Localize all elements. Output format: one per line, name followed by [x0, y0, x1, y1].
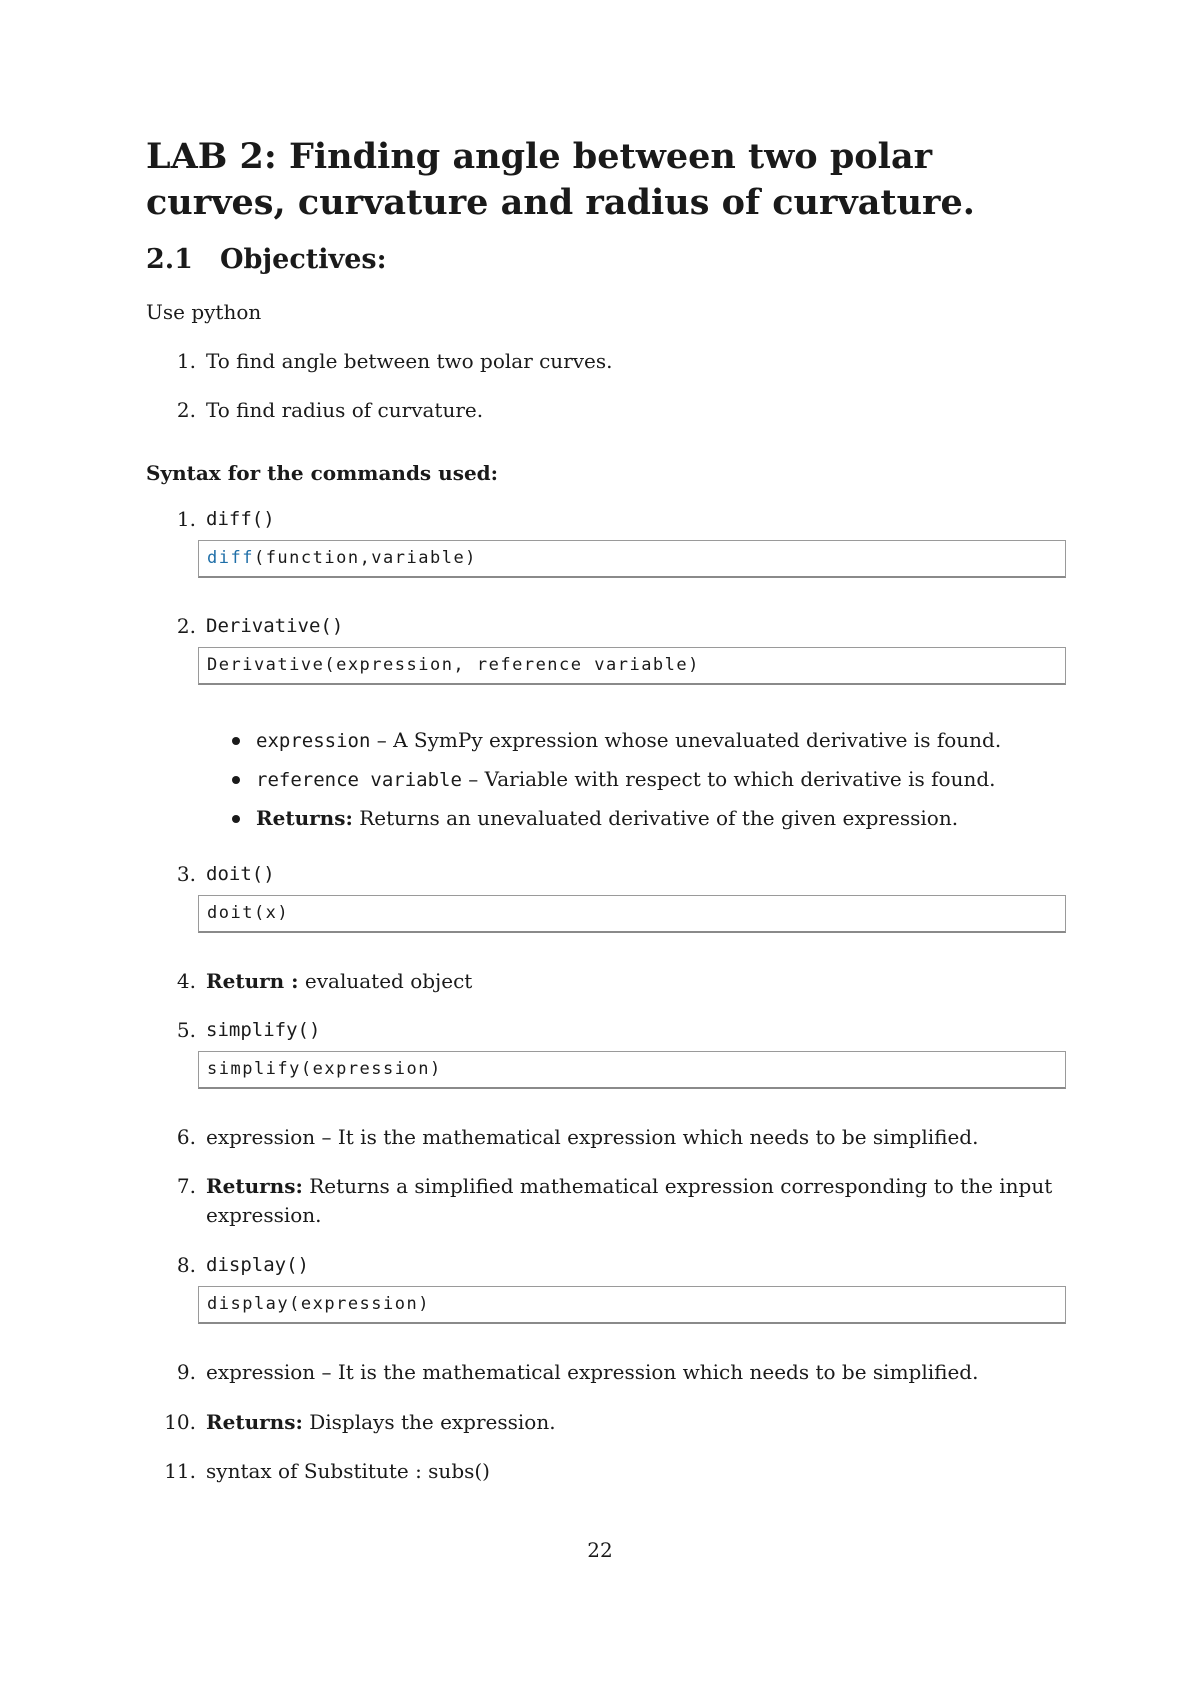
list-text: Returns a simplified mathematical expression corresponding to the input expression. — [206, 1174, 1053, 1227]
list-text: diff() — [206, 508, 275, 530]
section-heading — [146, 243, 387, 277]
bullet-text: Returns an unevaluated derivative of the given expression. — [352, 806, 959, 830]
list-text: To find radius of curvature. — [206, 398, 484, 422]
code-block: doit(x) — [198, 895, 1066, 933]
list-number: 3. — [176, 862, 196, 886]
list-number: 11. — [164, 1459, 196, 1483]
list-text: evaluated object — [298, 969, 473, 993]
list-text: doit() — [206, 863, 275, 885]
code-block — [198, 540, 1066, 578]
list-bold: Return : — [206, 969, 299, 993]
list-text: Derivative() — [206, 615, 344, 637]
bullet-icon — [232, 737, 240, 745]
list-number: 4. — [176, 969, 196, 993]
bullet-term: reference variable — [256, 769, 462, 791]
code-block: simplify(expression) — [198, 1051, 1066, 1089]
list-number: 5. — [176, 1018, 196, 1042]
list-bold: Returns: — [206, 1410, 303, 1434]
code-block: Derivative(expression, reference variable) — [198, 647, 1066, 685]
list-number: 9. — [176, 1360, 196, 1384]
bullet-term: expression — [256, 730, 371, 752]
list-bold: Returns: — [206, 1174, 303, 1198]
list-text: expression – It is the mathematical expression which needs to be simplified. — [206, 1125, 979, 1149]
bullet-term: Returns: — [256, 806, 353, 830]
list-text: simplify() — [206, 1019, 321, 1041]
code-keyword: diff — [207, 548, 254, 568]
section-number: 2.1 — [146, 244, 193, 275]
list-text: To find angle between two polar curves. — [206, 349, 613, 373]
list-number: 1. — [176, 349, 196, 373]
list-number: 2. — [176, 398, 196, 422]
page-number: 22 — [587, 1538, 613, 1562]
intro-text: Use python — [146, 300, 262, 324]
code-text: (function,variable) — [253, 548, 477, 568]
list-number: 2. — [176, 614, 196, 638]
bullet-text: – A SymPy expression whose unevaluated derivative is found. — [370, 728, 1002, 752]
list-text: Displays the expression. — [302, 1410, 556, 1434]
list-number: 7. — [176, 1174, 196, 1198]
list-number: 6. — [176, 1125, 196, 1149]
list-text: expression – It is the mathematical expression which needs to be simplified. — [206, 1360, 979, 1384]
code-block: display(expression) — [198, 1286, 1066, 1324]
list-text: syntax of Substitute : subs() — [206, 1459, 490, 1483]
section-title: Objectives: — [220, 244, 387, 275]
syntax-heading: Syntax for the commands used: — [146, 461, 499, 485]
list-number: 10. — [164, 1410, 196, 1434]
bullet-text: – Variable with respect to which derivative is found. — [461, 767, 996, 791]
bullet-icon — [232, 776, 240, 784]
list-text: display() — [206, 1254, 309, 1276]
list-number: 1. — [176, 507, 196, 531]
list-number: 8. — [176, 1253, 196, 1277]
page-title: LAB 2: Finding angle between two polar curves, curvature and radius of curvature. — [146, 136, 975, 223]
bullet-icon — [232, 815, 240, 823]
